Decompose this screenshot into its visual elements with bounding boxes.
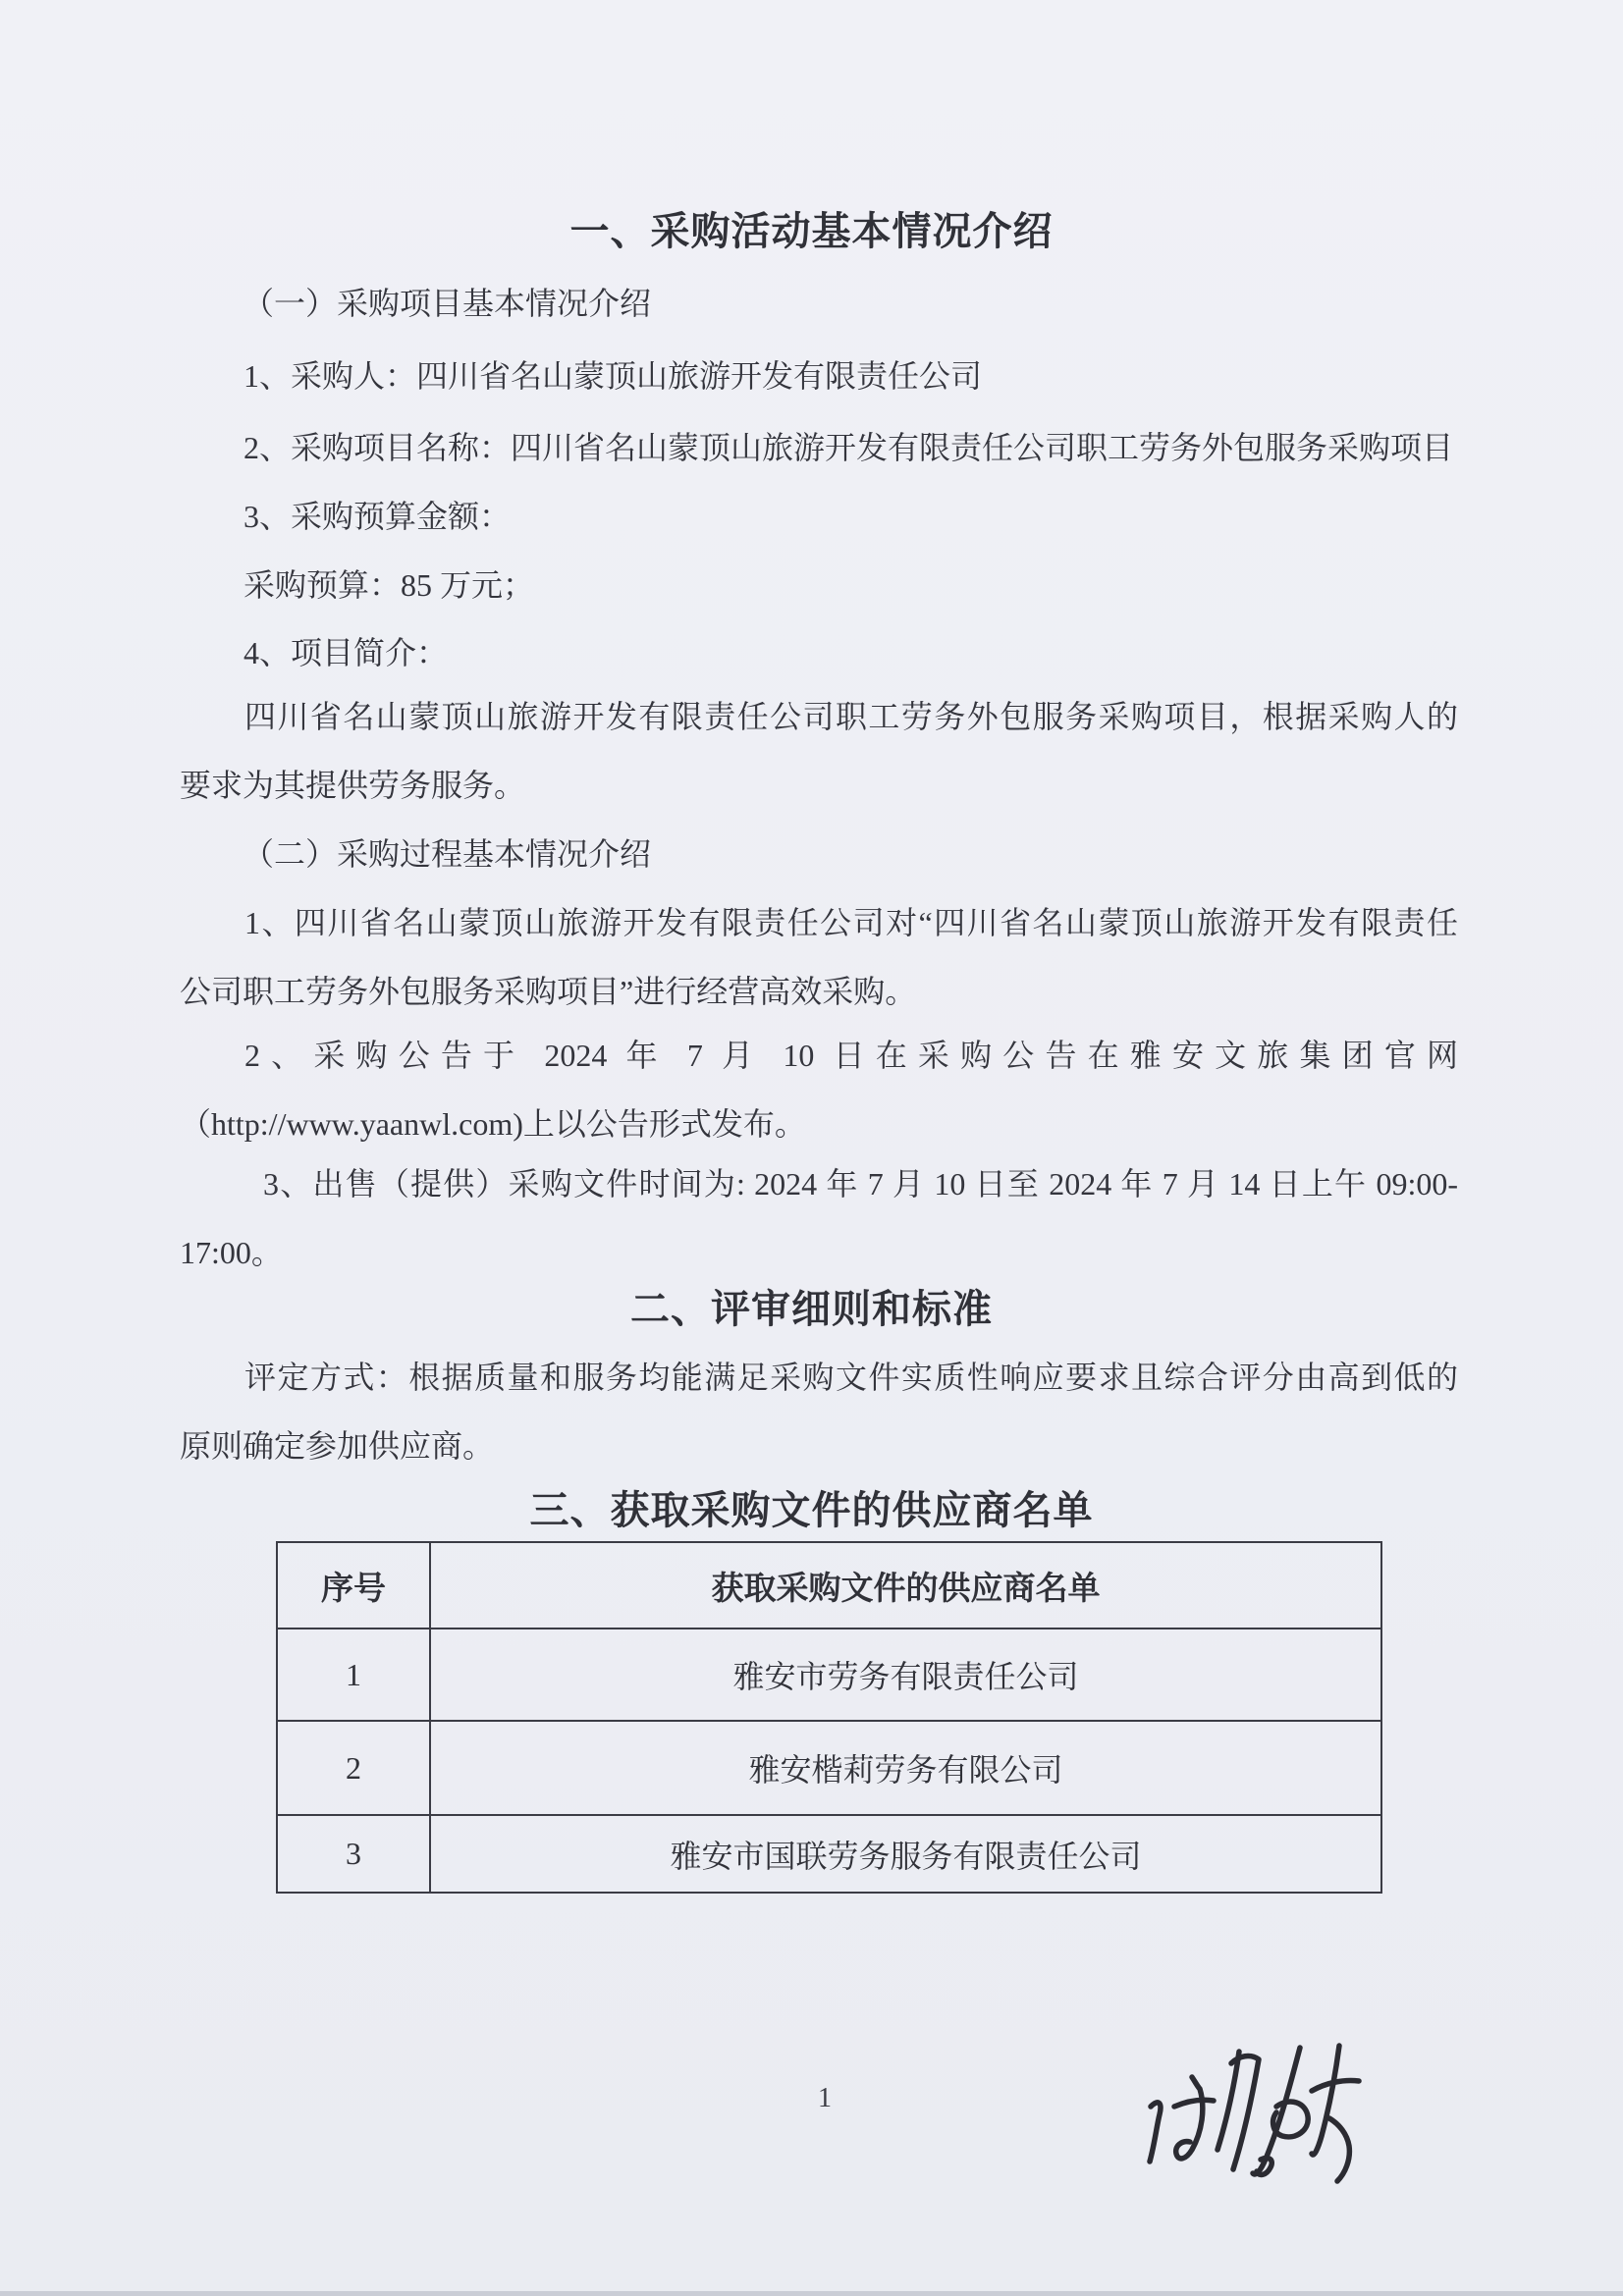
section3-title: 三、获取采购文件的供应商名单	[529, 1488, 1094, 1532]
cell-serial: 2	[277, 1721, 430, 1815]
item-project-brief-label: 4、项目简介：	[243, 635, 449, 670]
table-header-row	[277, 1542, 1381, 1629]
cell-supplier: 雅安市劳务有限责任公司	[430, 1629, 1381, 1721]
process-item2-line1: 2、采购公告于 2024 年 7 月 10 日在采购公告在雅安文旅集团官网	[244, 1038, 1458, 1073]
scan-bottom-edge	[0, 2291, 1623, 2296]
table-row	[277, 1815, 1381, 1893]
item-project-name: 2、采购项目名称：四川省名山蒙顶山旅游开发有限责任公司职工劳务外包服务采购项目	[243, 430, 1454, 465]
item-budget-value: 采购预算：85 万元；	[243, 567, 535, 603]
cell-serial: 3	[277, 1815, 430, 1893]
section1-subheading-2: （二）采购过程基本情况介绍	[243, 836, 652, 872]
col-header-serial: 序号	[277, 1542, 430, 1629]
item-purchaser: 1、采购人：四川省名山蒙顶山旅游开发有限责任公司	[243, 358, 983, 394]
process-item3-line2: 17:00。	[180, 1235, 283, 1270]
cell-supplier: 雅安市国联劳务服务有限责任公司	[430, 1815, 1381, 1893]
signature-scribble-icon	[1137, 2034, 1369, 2195]
section1-subheading-1: （一）采购项目基本情况介绍	[243, 286, 652, 321]
cell-supplier: 雅安楷莉劳务有限公司	[430, 1721, 1381, 1815]
project-brief-line1: 四川省名山蒙顶山旅游开发有限责任公司职工劳务外包服务采购项目，根据采购人的	[244, 699, 1458, 734]
table-row	[277, 1721, 1381, 1815]
project-brief-line2: 要求为其提供劳务服务。	[180, 768, 526, 803]
supplier-table	[276, 1541, 1382, 1894]
process-item1-line2: 公司职工劳务外包服务采购项目”进行经营高效采购。	[180, 974, 917, 1009]
col-header-supplier-list: 获取采购文件的供应商名单	[430, 1542, 1381, 1629]
item-budget-label: 3、采购预算金额：	[243, 499, 512, 534]
table-row	[277, 1629, 1381, 1721]
process-item2-line2: （http://www.yaanwl.com)上以公告形式发布。	[180, 1106, 806, 1142]
cell-serial: 1	[277, 1629, 430, 1721]
process-item1-line1: 1、四川省名山蒙顶山旅游开发有限责任公司对“四川省名山蒙顶山旅游开发有限责任	[244, 905, 1458, 940]
evaluation-line1: 评定方式：根据质量和服务均能满足采购文件实质性响应要求且综合评分由高到低的	[244, 1360, 1458, 1395]
section1-title: 一、采购活动基本情况介绍	[569, 209, 1054, 253]
process-item3-line1: 3、出售（提供）采购文件时间为: 2024 年 7 月 10 日至 2024 年 7 月 14 日上午 09:00-	[263, 1166, 1458, 1201]
section2-title: 二、评审细则和标准	[630, 1287, 993, 1331]
evaluation-line2: 原则确定参加供应商。	[180, 1428, 495, 1464]
page-number: 1	[818, 2083, 832, 2113]
